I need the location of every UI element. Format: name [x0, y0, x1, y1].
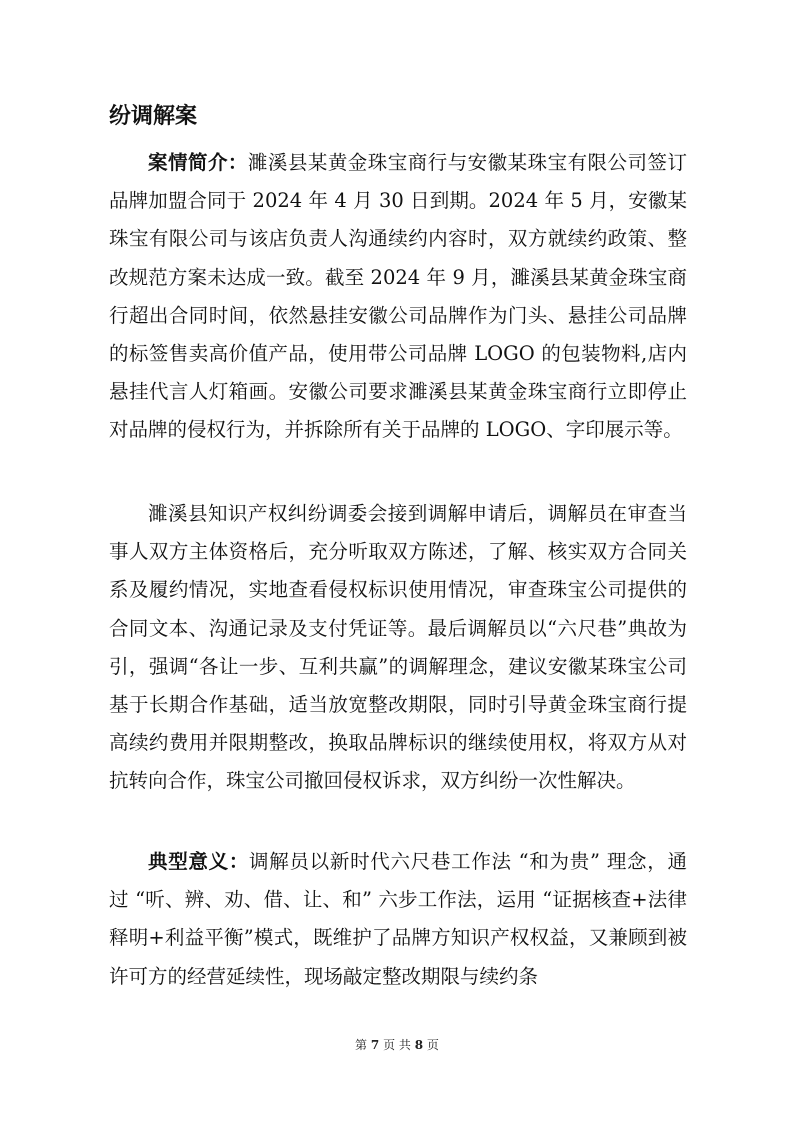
footer-suffix: 页 — [426, 1038, 439, 1052]
footer-middle: 页 共 — [383, 1038, 411, 1052]
total-page-number: 8 — [414, 1038, 424, 1052]
significance-label: 典型意义： — [148, 850, 250, 873]
significance-paragraph — [109, 843, 687, 996]
mediation-paragraph: 濉溪县知识产权纠纷调委会接到调解申请后，调解员在审查当事人双方主体资格后，充分听取双方陈述，了解、核实双方合同关系及履约情况，实地查看侵权标识使用情况，审查珠宝公司提供的合同文本、沟通记录及支付凭证等。最后调解员以“六尺巷”典故为引，强调“各让一步、互利共赢”的调解理念，建议安徽某珠宝公司基于长期合作基础，适当放宽整改期限，同时引导黄金珠宝商行提高续约费用并限期整改，换取品牌标识的继续使用权，将双方从对抗转向合作，珠宝公司撤回侵权诉求，双方纠纷一次性解决。 — [109, 502, 687, 793]
case-intro-paragraph — [109, 144, 687, 450]
significance-text: 调解员以新时代六尺巷工作法 “和为贵” 理念，通过 “听、辨、劝、借、让、和” 六步工作法，运用 “证据核查+法律释明+利益平衡”模式，既维护了品牌方知识产权权益，又兼顾到被许可方的经营延续性，现场敲定整改期限与续约条 — [109, 850, 687, 988]
section-title: 纷调解案 — [109, 103, 198, 129]
footer-prefix: 第 — [355, 1038, 368, 1052]
page-number-footer — [0, 1037, 794, 1053]
current-page-number: 7 — [370, 1038, 380, 1052]
case-intro-label: 案情简介： — [148, 151, 248, 174]
case-intro-text: 濉溪县某黄金珠宝商行与安徽某珠宝有限公司签订品牌加盟合同于 2024 年 4 月 30 日到期。2024 年 5 月，安徽某珠宝有限公司与该店负责人沟通续约内容时，双方就续约政策、整改规范方案未达成一致。截至 2024 年 9 月，濉溪县某黄金珠宝商行超出合同时间，依然悬挂安徽公司品牌作为门头、悬挂公司品牌的标签售卖高价值产品，使用带公司品牌 LOGO 的包装物料,店内悬挂代言人灯箱画。安徽公司要求濉溪县某黄金珠宝商行立即停止对品牌的侵权行为，并拆除所有关于品牌的 LOGO、字印展示等。 — [109, 151, 687, 442]
